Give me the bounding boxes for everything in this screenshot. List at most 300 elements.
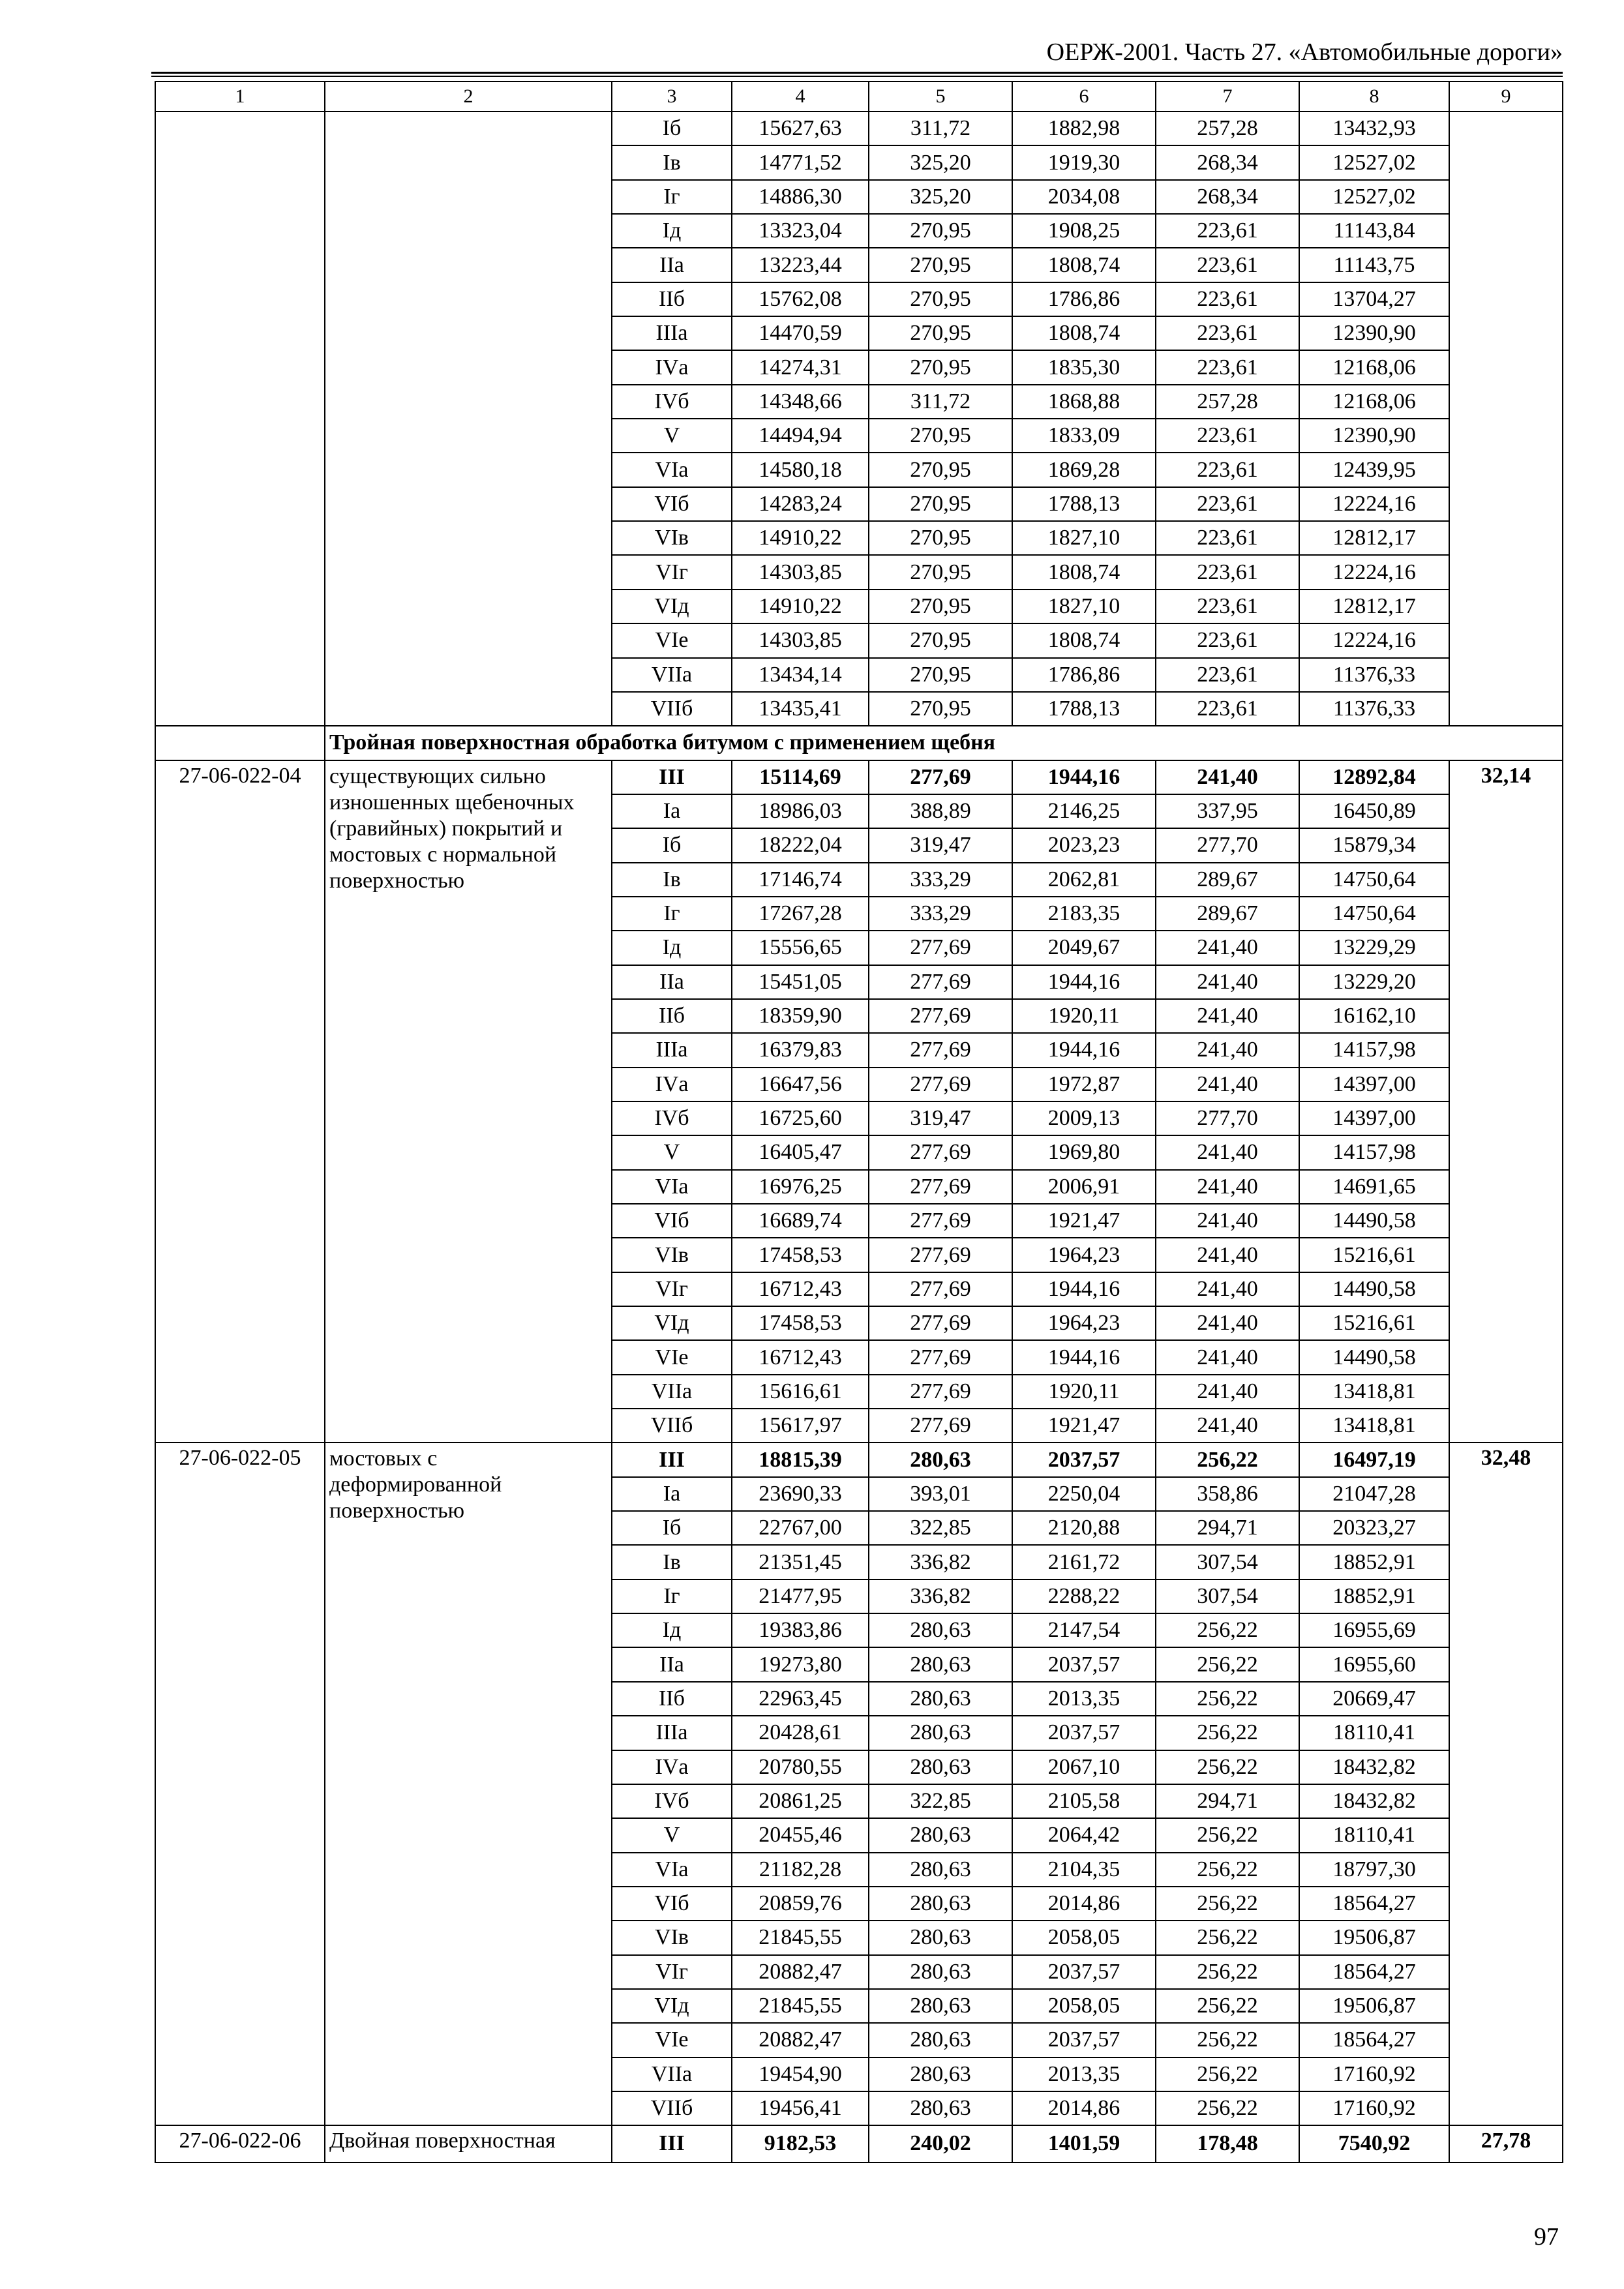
value-cell: 311,72 bbox=[869, 112, 1012, 145]
column-number: 8 bbox=[1299, 82, 1449, 112]
value-cell: 18797,30 bbox=[1299, 1853, 1449, 1887]
value-cell: 14490,58 bbox=[1299, 1340, 1449, 1374]
table-row bbox=[155, 112, 1563, 145]
value-cell: 256,22 bbox=[1156, 1647, 1299, 1681]
value-cell: 241,40 bbox=[1156, 1340, 1299, 1374]
value-cell: 1869,28 bbox=[1012, 453, 1156, 486]
zone-cell: III bbox=[612, 1443, 732, 1476]
value-cell: 13434,14 bbox=[732, 658, 869, 692]
value-cell: 280,63 bbox=[869, 1613, 1012, 1647]
value-cell: 20323,27 bbox=[1299, 1511, 1449, 1545]
zone-cell: VIа bbox=[612, 1853, 732, 1887]
value-cell: 17458,53 bbox=[732, 1238, 869, 1272]
value-cell: 241,40 bbox=[1156, 1068, 1299, 1101]
column-number: 2 bbox=[325, 82, 612, 112]
value-cell: 256,22 bbox=[1156, 1443, 1299, 1476]
value-cell: 2014,86 bbox=[1012, 1887, 1156, 1921]
value-cell: 19506,87 bbox=[1299, 1921, 1449, 1954]
value-cell: 13223,44 bbox=[732, 248, 869, 282]
value-cell: 256,22 bbox=[1156, 2057, 1299, 2091]
value-cell: 15451,05 bbox=[732, 965, 869, 999]
value-cell: 277,69 bbox=[869, 1272, 1012, 1306]
value-cell: 16712,43 bbox=[732, 1340, 869, 1374]
table-row bbox=[155, 1443, 1563, 1476]
value-cell: 14490,58 bbox=[1299, 1204, 1449, 1238]
value-cell: 1972,87 bbox=[1012, 1068, 1156, 1101]
value-cell: 256,22 bbox=[1156, 1682, 1299, 1716]
value-cell: 13435,41 bbox=[732, 692, 869, 726]
value-cell: 241,40 bbox=[1156, 1033, 1299, 1067]
value-cell: 2006,91 bbox=[1012, 1170, 1156, 1204]
value-cell: 20428,61 bbox=[732, 1716, 869, 1750]
value-cell: 280,63 bbox=[869, 1887, 1012, 1921]
value-cell: 14274,31 bbox=[732, 350, 869, 384]
value-cell: 15216,61 bbox=[1299, 1306, 1449, 1340]
coef-cell-empty bbox=[1449, 112, 1563, 726]
value-cell: 2120,88 bbox=[1012, 1511, 1156, 1545]
zone-cell: VIд bbox=[612, 1989, 732, 2023]
value-cell: 256,22 bbox=[1156, 1613, 1299, 1647]
value-cell: 14886,30 bbox=[732, 180, 869, 214]
labor-coef: 32,48 bbox=[1449, 1443, 1563, 2125]
value-cell: 1944,16 bbox=[1012, 965, 1156, 999]
value-cell: 270,95 bbox=[869, 692, 1012, 726]
value-cell: 14490,58 bbox=[1299, 1272, 1449, 1306]
value-cell: 18432,82 bbox=[1299, 1750, 1449, 1784]
zone-cell: IIа bbox=[612, 248, 732, 282]
zone-cell: IIб bbox=[612, 282, 732, 316]
value-cell: 15616,61 bbox=[732, 1375, 869, 1409]
value-cell: 16955,60 bbox=[1299, 1647, 1449, 1681]
value-cell: 319,47 bbox=[869, 828, 1012, 862]
value-cell: 280,63 bbox=[869, 2057, 1012, 2091]
value-cell: 270,95 bbox=[869, 453, 1012, 486]
value-cell: 21182,28 bbox=[732, 1853, 869, 1887]
value-cell: 15617,97 bbox=[732, 1409, 869, 1443]
value-cell: 256,22 bbox=[1156, 1716, 1299, 1750]
value-cell: 1919,30 bbox=[1012, 145, 1156, 179]
value-cell: 15879,34 bbox=[1299, 828, 1449, 862]
value-cell: 19383,86 bbox=[732, 1613, 869, 1647]
value-cell: 336,82 bbox=[869, 1545, 1012, 1579]
value-cell: 16405,47 bbox=[732, 1135, 869, 1169]
zone-cell: VIд bbox=[612, 590, 732, 623]
value-cell: 277,69 bbox=[869, 1068, 1012, 1101]
value-cell: 333,29 bbox=[869, 863, 1012, 897]
value-cell: 223,61 bbox=[1156, 350, 1299, 384]
zone-cell: Iг bbox=[612, 897, 732, 931]
zone-cell: IIб bbox=[612, 1682, 732, 1716]
value-cell: 1944,16 bbox=[1012, 1033, 1156, 1067]
value-cell: 7540,92 bbox=[1299, 2125, 1449, 2162]
value-cell: 21845,55 bbox=[732, 1989, 869, 2023]
value-cell: 1786,86 bbox=[1012, 658, 1156, 692]
value-cell: 14303,85 bbox=[732, 623, 869, 657]
zone-cell: VIг bbox=[612, 1955, 732, 1989]
value-cell: 16976,25 bbox=[732, 1170, 869, 1204]
zone-cell: Iд bbox=[612, 1613, 732, 1647]
page-number: 97 bbox=[1534, 2223, 1559, 2251]
value-cell: 2146,25 bbox=[1012, 794, 1156, 828]
value-cell: 280,63 bbox=[869, 1853, 1012, 1887]
value-cell: 13704,27 bbox=[1299, 282, 1449, 316]
value-cell: 241,40 bbox=[1156, 999, 1299, 1033]
value-cell: 277,69 bbox=[869, 1135, 1012, 1169]
zone-cell: VIа bbox=[612, 453, 732, 486]
header-rule-thin bbox=[151, 76, 1563, 77]
value-cell: 13323,04 bbox=[732, 214, 869, 248]
value-cell: 1788,13 bbox=[1012, 487, 1156, 521]
zone-cell: Iб bbox=[612, 828, 732, 862]
zone-cell: IIа bbox=[612, 965, 732, 999]
value-cell: 241,40 bbox=[1156, 1135, 1299, 1169]
value-cell: 12439,95 bbox=[1299, 453, 1449, 486]
value-cell: 14303,85 bbox=[732, 555, 869, 589]
value-cell: 256,22 bbox=[1156, 2091, 1299, 2125]
value-cell: 12527,02 bbox=[1299, 145, 1449, 179]
value-cell: 241,40 bbox=[1156, 1238, 1299, 1272]
value-cell: 16379,83 bbox=[732, 1033, 869, 1067]
value-cell: 1964,23 bbox=[1012, 1238, 1156, 1272]
value-cell: 223,61 bbox=[1156, 555, 1299, 589]
column-number: 7 bbox=[1156, 82, 1299, 112]
value-cell: 280,63 bbox=[869, 1921, 1012, 1954]
value-cell: 280,63 bbox=[869, 1647, 1012, 1681]
value-cell: 2183,35 bbox=[1012, 897, 1156, 931]
value-cell: 14771,52 bbox=[732, 145, 869, 179]
value-cell: 12390,90 bbox=[1299, 316, 1449, 350]
value-cell: 14910,22 bbox=[732, 590, 869, 623]
zone-cell: III bbox=[612, 2125, 732, 2162]
value-cell: 1833,09 bbox=[1012, 419, 1156, 453]
value-cell: 9182,53 bbox=[732, 2125, 869, 2162]
value-cell: 256,22 bbox=[1156, 1921, 1299, 1954]
value-cell: 20859,76 bbox=[732, 1887, 869, 1921]
value-cell: 241,40 bbox=[1156, 1375, 1299, 1409]
value-cell: 14580,18 bbox=[732, 453, 869, 486]
value-cell: 14283,24 bbox=[732, 487, 869, 521]
zone-cell: IVа bbox=[612, 1068, 732, 1101]
value-cell: 18359,90 bbox=[732, 999, 869, 1033]
value-cell: 12224,16 bbox=[1299, 623, 1449, 657]
value-cell: 241,40 bbox=[1156, 1306, 1299, 1340]
value-cell: 19273,80 bbox=[732, 1647, 869, 1681]
value-cell: 16497,19 bbox=[1299, 1443, 1449, 1476]
value-cell: 241,40 bbox=[1156, 1409, 1299, 1443]
value-cell: 1920,11 bbox=[1012, 1375, 1156, 1409]
value-cell: 1920,11 bbox=[1012, 999, 1156, 1033]
value-cell: 2023,23 bbox=[1012, 828, 1156, 862]
value-cell: 223,61 bbox=[1156, 419, 1299, 453]
zone-cell: Iг bbox=[612, 180, 732, 214]
zone-cell: V bbox=[612, 1818, 732, 1852]
value-cell: 280,63 bbox=[869, 1682, 1012, 1716]
zone-cell: IIIа bbox=[612, 316, 732, 350]
value-cell: 12168,06 bbox=[1299, 350, 1449, 384]
value-cell: 1964,23 bbox=[1012, 1306, 1156, 1340]
value-cell: 14750,64 bbox=[1299, 863, 1449, 897]
zone-cell: Iд bbox=[612, 931, 732, 965]
value-cell: 21845,55 bbox=[732, 1921, 869, 1954]
value-cell: 20861,25 bbox=[732, 1784, 869, 1818]
value-cell: 256,22 bbox=[1156, 1887, 1299, 1921]
value-cell: 1835,30 bbox=[1012, 350, 1156, 384]
value-cell: 256,22 bbox=[1156, 1989, 1299, 2023]
value-cell: 11143,75 bbox=[1299, 248, 1449, 282]
code-cell-empty bbox=[155, 112, 325, 726]
value-cell: 325,20 bbox=[869, 145, 1012, 179]
value-cell: 14348,66 bbox=[732, 385, 869, 419]
value-cell: 223,61 bbox=[1156, 487, 1299, 521]
value-cell: 241,40 bbox=[1156, 760, 1299, 794]
value-cell: 12812,17 bbox=[1299, 590, 1449, 623]
value-cell: 277,69 bbox=[869, 1170, 1012, 1204]
zone-cell: IIIа bbox=[612, 1716, 732, 1750]
value-cell: 14157,98 bbox=[1299, 1135, 1449, 1169]
rate-name: Двойная поверхностная bbox=[325, 2125, 612, 2162]
column-numbers-row bbox=[155, 82, 1563, 112]
zone-cell: VIIб bbox=[612, 2091, 732, 2125]
value-cell: 17146,74 bbox=[732, 863, 869, 897]
value-cell: 277,69 bbox=[869, 965, 1012, 999]
zone-cell: VIв bbox=[612, 1921, 732, 1954]
value-cell: 241,40 bbox=[1156, 1170, 1299, 1204]
value-cell: 14494,94 bbox=[732, 419, 869, 453]
value-cell: 294,71 bbox=[1156, 1784, 1299, 1818]
value-cell: 18222,04 bbox=[732, 828, 869, 862]
value-cell: 1944,16 bbox=[1012, 1340, 1156, 1374]
zone-cell: IVб bbox=[612, 1784, 732, 1818]
value-cell: 2161,72 bbox=[1012, 1545, 1156, 1579]
value-cell: 15114,69 bbox=[732, 760, 869, 794]
value-cell: 12812,17 bbox=[1299, 521, 1449, 555]
value-cell: 388,89 bbox=[869, 794, 1012, 828]
zone-cell: Iд bbox=[612, 214, 732, 248]
value-cell: 2013,35 bbox=[1012, 1682, 1156, 1716]
value-cell: 1944,16 bbox=[1012, 1272, 1156, 1306]
value-cell: 17160,92 bbox=[1299, 2091, 1449, 2125]
zone-cell: IIа bbox=[612, 1647, 732, 1681]
column-number: 3 bbox=[612, 82, 732, 112]
value-cell: 223,61 bbox=[1156, 248, 1299, 282]
zone-cell: VIIа bbox=[612, 658, 732, 692]
zone-cell: VIд bbox=[612, 1306, 732, 1340]
rate-name: существующих сильно изношенных щебеночных (гравийных) покрытий и мостовых с нормальной поверхностью bbox=[325, 760, 612, 1443]
value-cell: 17267,28 bbox=[732, 897, 869, 931]
value-cell: 13229,29 bbox=[1299, 931, 1449, 965]
value-cell: 2147,54 bbox=[1012, 1613, 1156, 1647]
zone-cell: Iв bbox=[612, 1545, 732, 1579]
value-cell: 256,22 bbox=[1156, 1853, 1299, 1887]
zone-cell: VIг bbox=[612, 1272, 732, 1306]
value-cell: 12224,16 bbox=[1299, 555, 1449, 589]
value-cell: 22767,00 bbox=[732, 1511, 869, 1545]
value-cell: 319,47 bbox=[869, 1101, 1012, 1135]
value-cell: 325,20 bbox=[869, 180, 1012, 214]
value-cell: 277,69 bbox=[869, 760, 1012, 794]
zone-cell: IVа bbox=[612, 1750, 732, 1784]
running-header: ОЕРЖ-2001. Часть 27. «Автомобильные дороги» bbox=[1046, 38, 1563, 66]
value-cell: 333,29 bbox=[869, 897, 1012, 931]
value-cell: 307,54 bbox=[1156, 1579, 1299, 1613]
value-cell: 311,72 bbox=[869, 385, 1012, 419]
table-row bbox=[155, 760, 1563, 794]
value-cell: 12527,02 bbox=[1299, 180, 1449, 214]
labor-coef: 32,14 bbox=[1449, 760, 1563, 1443]
zone-cell: Iб bbox=[612, 1511, 732, 1545]
value-cell: 268,34 bbox=[1156, 180, 1299, 214]
value-cell: 257,28 bbox=[1156, 112, 1299, 145]
value-cell: 15216,61 bbox=[1299, 1238, 1449, 1272]
value-cell: 14397,00 bbox=[1299, 1101, 1449, 1135]
value-cell: 256,22 bbox=[1156, 2023, 1299, 2057]
value-cell: 15762,08 bbox=[732, 282, 869, 316]
zone-cell: V bbox=[612, 1135, 732, 1169]
value-cell: 280,63 bbox=[869, 1989, 1012, 2023]
zone-cell: VIб bbox=[612, 1887, 732, 1921]
value-cell: 277,69 bbox=[869, 1375, 1012, 1409]
value-cell: 277,70 bbox=[1156, 828, 1299, 862]
value-cell: 277,69 bbox=[869, 1409, 1012, 1443]
value-cell: 2037,57 bbox=[1012, 1443, 1156, 1476]
section-title: Тройная поверхностная обработка битумом с применением щебня bbox=[325, 726, 1563, 760]
value-cell: 256,22 bbox=[1156, 1750, 1299, 1784]
zone-cell: VIв bbox=[612, 1238, 732, 1272]
value-cell: 20882,47 bbox=[732, 2023, 869, 2057]
value-cell: 1921,47 bbox=[1012, 1409, 1156, 1443]
value-cell: 16162,10 bbox=[1299, 999, 1449, 1033]
value-cell: 2067,10 bbox=[1012, 1750, 1156, 1784]
value-cell: 16955,69 bbox=[1299, 1613, 1449, 1647]
value-cell: 241,40 bbox=[1156, 1272, 1299, 1306]
value-cell: 270,95 bbox=[869, 487, 1012, 521]
value-cell: 289,67 bbox=[1156, 863, 1299, 897]
value-cell: 15556,65 bbox=[732, 931, 869, 965]
value-cell: 20455,46 bbox=[732, 1818, 869, 1852]
value-cell: 280,63 bbox=[869, 1750, 1012, 1784]
zone-cell: VIIа bbox=[612, 1375, 732, 1409]
value-cell: 12168,06 bbox=[1299, 385, 1449, 419]
zone-cell: Iв bbox=[612, 145, 732, 179]
value-cell: 223,61 bbox=[1156, 521, 1299, 555]
value-cell: 280,63 bbox=[869, 2091, 1012, 2125]
column-number: 6 bbox=[1012, 82, 1156, 112]
zone-cell: V bbox=[612, 419, 732, 453]
value-cell: 18110,41 bbox=[1299, 1818, 1449, 1852]
value-cell: 16689,74 bbox=[732, 1204, 869, 1238]
value-cell: 223,61 bbox=[1156, 214, 1299, 248]
zone-cell: VIIа bbox=[612, 2057, 732, 2091]
value-cell: 178,48 bbox=[1156, 2125, 1299, 2162]
zone-cell: VIе bbox=[612, 2023, 732, 2057]
value-cell: 270,95 bbox=[869, 316, 1012, 350]
zone-cell: VIа bbox=[612, 1170, 732, 1204]
value-cell: 322,85 bbox=[869, 1784, 1012, 1818]
value-cell: 21351,45 bbox=[732, 1545, 869, 1579]
section-heading-row bbox=[155, 726, 1563, 760]
value-cell: 14470,59 bbox=[732, 316, 869, 350]
column-number: 9 bbox=[1449, 82, 1563, 112]
value-cell: 1827,10 bbox=[1012, 521, 1156, 555]
value-cell: 13229,20 bbox=[1299, 965, 1449, 999]
value-cell: 20669,47 bbox=[1299, 1682, 1449, 1716]
rate-code: 27-06-022-04 bbox=[155, 760, 325, 1443]
value-cell: 2034,08 bbox=[1012, 180, 1156, 214]
value-cell: 1969,80 bbox=[1012, 1135, 1156, 1169]
value-cell: 2062,81 bbox=[1012, 863, 1156, 897]
value-cell: 2250,04 bbox=[1012, 1477, 1156, 1511]
value-cell: 337,95 bbox=[1156, 794, 1299, 828]
value-cell: 223,61 bbox=[1156, 623, 1299, 657]
value-cell: 270,95 bbox=[869, 282, 1012, 316]
rate-code: 27-06-022-05 bbox=[155, 1443, 325, 2125]
value-cell: 11376,33 bbox=[1299, 658, 1449, 692]
value-cell: 277,69 bbox=[869, 1340, 1012, 1374]
value-cell: 277,69 bbox=[869, 999, 1012, 1033]
value-cell: 16712,43 bbox=[732, 1272, 869, 1306]
value-cell: 20882,47 bbox=[732, 1955, 869, 1989]
value-cell: 18815,39 bbox=[732, 1443, 869, 1476]
value-cell: 22963,45 bbox=[732, 1682, 869, 1716]
zone-cell: Iа bbox=[612, 1477, 732, 1511]
value-cell: 270,95 bbox=[869, 214, 1012, 248]
value-cell: 257,28 bbox=[1156, 385, 1299, 419]
value-cell: 18564,27 bbox=[1299, 1955, 1449, 1989]
value-cell: 270,95 bbox=[869, 623, 1012, 657]
value-cell: 16725,60 bbox=[732, 1101, 869, 1135]
column-number: 4 bbox=[732, 82, 869, 112]
value-cell: 223,61 bbox=[1156, 658, 1299, 692]
value-cell: 270,95 bbox=[869, 350, 1012, 384]
value-cell: 12224,16 bbox=[1299, 487, 1449, 521]
value-cell: 18852,91 bbox=[1299, 1579, 1449, 1613]
value-cell: 14910,22 bbox=[732, 521, 869, 555]
value-cell: 2288,22 bbox=[1012, 1579, 1156, 1613]
value-cell: 18432,82 bbox=[1299, 1784, 1449, 1818]
value-cell: 270,95 bbox=[869, 248, 1012, 282]
value-cell: 14750,64 bbox=[1299, 897, 1449, 931]
labor-coef: 27,78 bbox=[1449, 2125, 1563, 2162]
zone-cell: III bbox=[612, 760, 732, 794]
value-cell: 1882,98 bbox=[1012, 112, 1156, 145]
value-cell: 270,95 bbox=[869, 555, 1012, 589]
zone-cell: IVа bbox=[612, 350, 732, 384]
value-cell: 1944,16 bbox=[1012, 760, 1156, 794]
value-cell: 16450,89 bbox=[1299, 794, 1449, 828]
value-cell: 2013,35 bbox=[1012, 2057, 1156, 2091]
value-cell: 256,22 bbox=[1156, 1955, 1299, 1989]
zone-cell: Iа bbox=[612, 794, 732, 828]
value-cell: 14157,98 bbox=[1299, 1033, 1449, 1067]
value-cell: 2058,05 bbox=[1012, 1989, 1156, 2023]
value-cell: 280,63 bbox=[869, 1716, 1012, 1750]
value-cell: 358,86 bbox=[1156, 1477, 1299, 1511]
name-cell-empty bbox=[325, 112, 612, 726]
value-cell: 393,01 bbox=[869, 1477, 1012, 1511]
value-cell: 18852,91 bbox=[1299, 1545, 1449, 1579]
value-cell: 2037,57 bbox=[1012, 1955, 1156, 1989]
value-cell: 2009,13 bbox=[1012, 1101, 1156, 1135]
value-cell: 277,69 bbox=[869, 1033, 1012, 1067]
value-cell: 1808,74 bbox=[1012, 623, 1156, 657]
value-cell: 21047,28 bbox=[1299, 1477, 1449, 1511]
value-cell: 223,61 bbox=[1156, 453, 1299, 486]
value-cell: 277,69 bbox=[869, 1238, 1012, 1272]
value-cell: 20780,55 bbox=[732, 1750, 869, 1784]
value-cell: 1808,74 bbox=[1012, 316, 1156, 350]
value-cell: 223,61 bbox=[1156, 692, 1299, 726]
value-cell: 289,67 bbox=[1156, 897, 1299, 931]
